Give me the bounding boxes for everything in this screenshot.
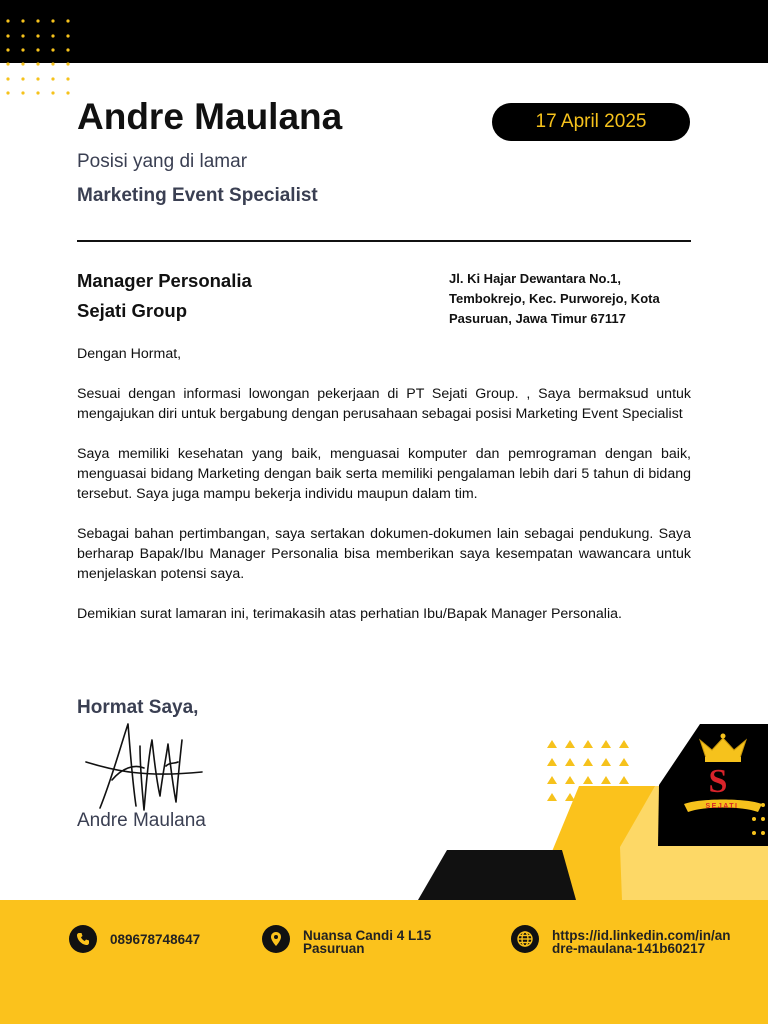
linkedin-link[interactable]: https://id.linkedin.com/in/andre-maulana-141b60217: [552, 928, 731, 956]
contact-phone: [69, 925, 200, 953]
phone-number: 089678748647: [110, 932, 201, 947]
location-pin-icon: [262, 925, 290, 953]
logo-letter: S: [708, 763, 728, 800]
closing: Hormat Saya,: [77, 697, 199, 718]
signer-name: Andre Maulana: [77, 810, 206, 831]
position-label: Posisi yang di lamar: [77, 151, 248, 172]
address-text: Nuansa Candi 4 L15 Pasuruan: [303, 928, 432, 956]
recipient-title: Manager Personalia: [77, 270, 252, 291]
top-bar: [0, 0, 768, 63]
recipient-company: Sejati Group: [77, 300, 187, 321]
footer: [0, 900, 768, 1024]
date-badge: 17 April 2025: [492, 103, 690, 141]
salutation: Dengan Hormat,: [77, 346, 182, 362]
position-title: Marketing Event Specialist: [77, 185, 318, 206]
divider: [77, 240, 691, 242]
paragraph: Saya memiliki kesehatan yang baik, menguasai komputer dan pemrograman dengan baik, menguasai bidang Marketing dengan baik serta memiliki pengalaman lebih dari 5 tahun di bidang tersebut. Saya juga mampu bekerja individu maupun dalam tim.: [77, 446, 691, 502]
contact-linkedin[interactable]: [511, 925, 732, 955]
globe-icon: [511, 925, 539, 953]
paragraph: Sesuai dengan informasi lowongan pekerjaan di PT Sejati Group. , Saya bermaksud untuk mengajukan diri untuk bergabung dengan perusahaan sebagai posisi Marketing Event Specialist: [77, 386, 691, 422]
decorative-shapes: [0, 700, 768, 910]
applicant-name: Andre Maulana: [77, 96, 343, 137]
paragraph: Sebagai bahan pertimbangan, saya sertakan dokumen-dokumen lain sebagai pendukung. Saya berharap Bapak/Ibu Manager Personalia bisa memberikan saya kesempatan wawancara untuk menjelaskan potensi saya.: [77, 526, 691, 582]
dot-pattern: [0, 0, 80, 100]
logo-text: SEJATI: [705, 803, 739, 810]
paragraph: Demikian surat lamaran ini, terimakasih atas perhatian Ibu/Bapak Manager Personalia.: [77, 606, 622, 622]
letter-body: [77, 344, 691, 644]
contact-address: [262, 925, 463, 955]
recipient-address: Jl. Ki Hajar Dewantara No.1, Tembokrejo, Kec. Purworejo, Kota Pasuruan, Jawa Timur 67117: [449, 271, 660, 326]
recipient-block: [77, 266, 252, 326]
phone-icon: [69, 925, 97, 953]
